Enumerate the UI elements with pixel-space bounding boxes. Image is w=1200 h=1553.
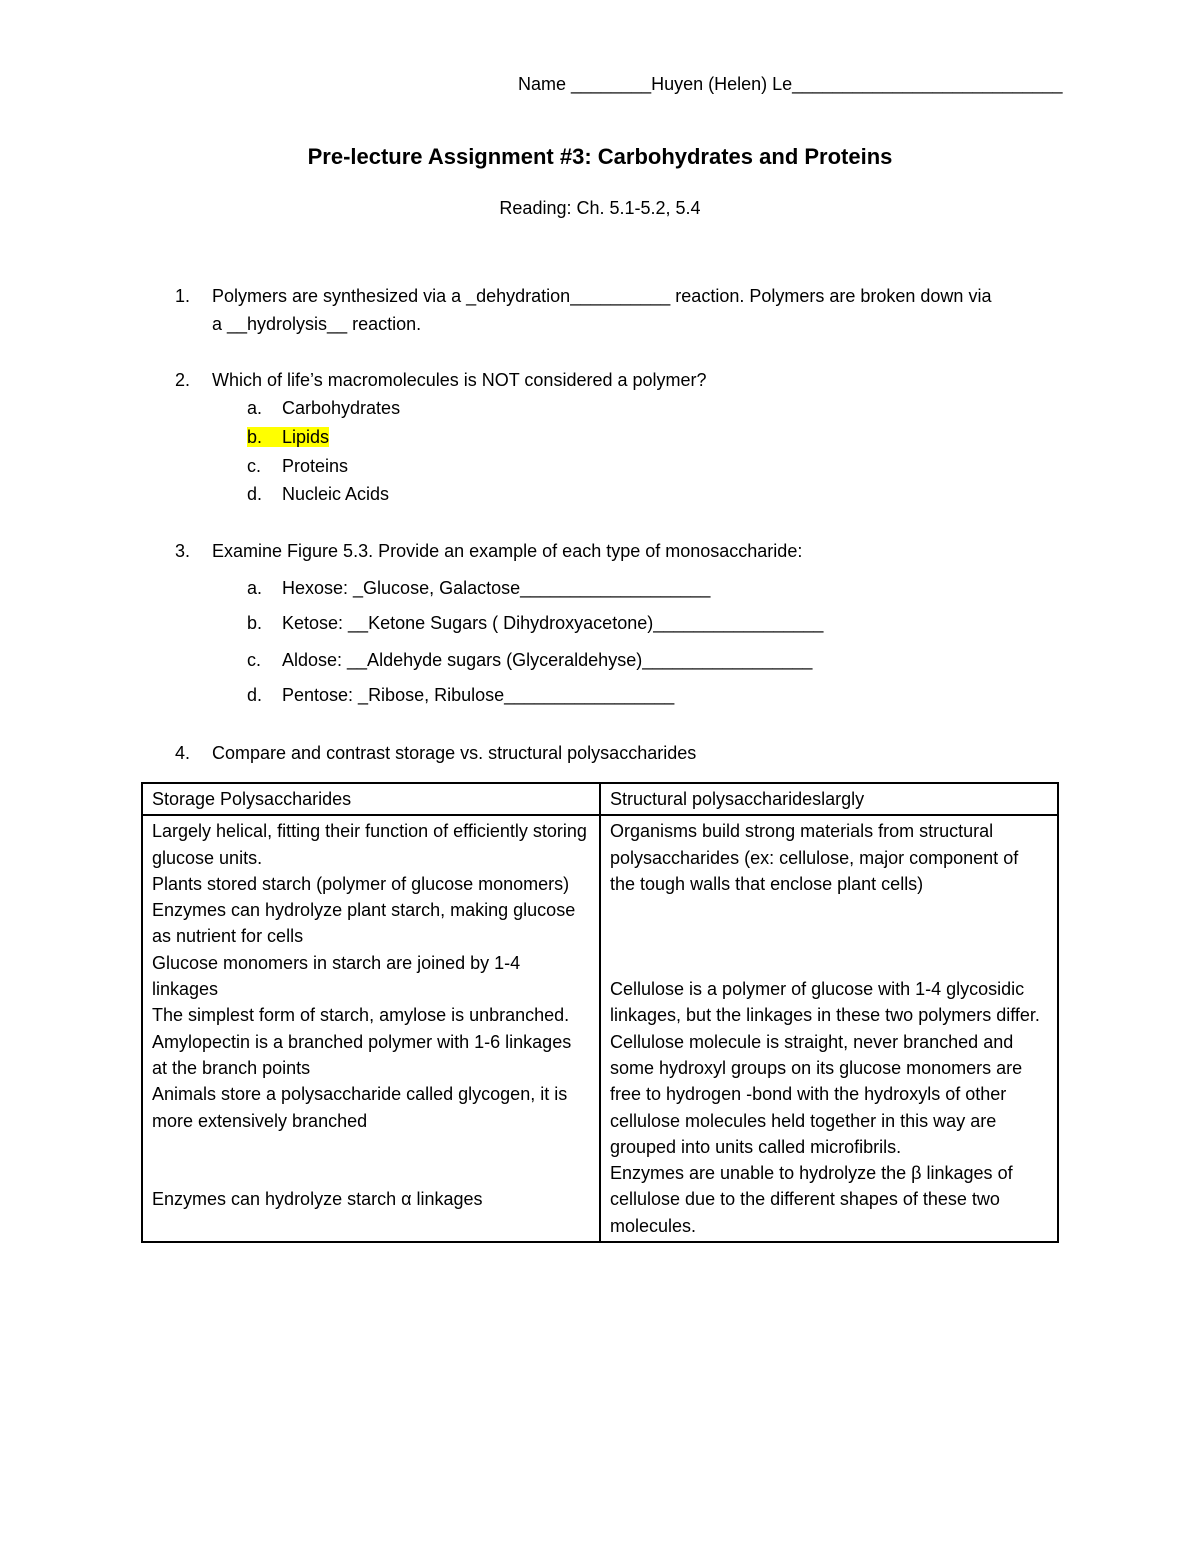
option-letter: d. bbox=[247, 685, 263, 705]
cell-paragraph: Enzymes can hydrolyze starch α linkages bbox=[152, 1189, 483, 1210]
table-header-structural: Structural polysaccharideslargly bbox=[600, 783, 1058, 815]
option-label: Aldose: __Aldehyde sugars (Glyceraldehyse)_________________ bbox=[282, 650, 813, 670]
option-letter: b. bbox=[247, 427, 263, 447]
answer-line bbox=[247, 609, 823, 637]
option-letter: a. bbox=[247, 398, 263, 418]
table-header-storage: Storage Polysaccharides bbox=[142, 783, 600, 815]
reading-assignment: Reading: Ch. 5.1-5.2, 5.4 bbox=[499, 198, 701, 218]
cell-paragraph: Plants stored starch (polymer of glucose monomers) bbox=[152, 873, 570, 894]
question-number: 4. bbox=[175, 743, 191, 763]
student-name-line: Name ________Huyen (Helen) Le___________________________ bbox=[518, 74, 1063, 94]
cell-paragraph: Glucose monomers in starch are joined by 1-4 linkages bbox=[152, 952, 521, 1000]
answer-option bbox=[247, 452, 348, 480]
structural-cell bbox=[600, 815, 1058, 1242]
cell-blank-line bbox=[152, 1160, 590, 1186]
question-text: Which of life’s macromolecules is NOT considered a polymer? bbox=[212, 370, 707, 390]
cell-paragraph: Enzymes can hydrolyze plant starch, making glucose as nutrient for cells bbox=[152, 900, 576, 947]
option-letter: b. bbox=[247, 613, 263, 633]
cell-paragraph: Organisms build strong materials from structural polysaccharides (ex: cellulose, major component of the tough walls that enclose plant cells) bbox=[610, 821, 1019, 894]
question-text bbox=[212, 282, 1072, 338]
cell-paragraph: Cellulose molecule is straight, never branched and some hydroxyl groups on its glucose monomers are free to hydrogen -bond with the hydroxyls of other cellulose molecules held together in this way are grouped into units called microfibrils. bbox=[610, 1031, 1023, 1157]
cell-paragraph: Enzymes are unable to hydrolyze the β linkages of cellulose due to the different shapes of these two molecules. bbox=[610, 1163, 1013, 1236]
option-letter: a. bbox=[247, 578, 263, 598]
answer-option bbox=[247, 394, 400, 422]
page-title: Pre-lecture Assignment #3: Carbohydrates and Proteins bbox=[307, 144, 893, 169]
answer-line bbox=[247, 681, 674, 709]
option-label: Carbohydrates bbox=[282, 398, 401, 418]
cell-paragraph: Largely helical, fitting their function of efficiently storing glucose units. bbox=[152, 821, 587, 868]
cell-blank-line bbox=[152, 1134, 590, 1160]
question-1-line-1: Polymers are synthesized via a _dehydration__________ reaction. Polymers are broken down via bbox=[212, 286, 992, 306]
table-row bbox=[142, 815, 1058, 1242]
cell-blank-line bbox=[610, 923, 1048, 949]
cell-paragraph: The simplest form of starch, amylose is unbranched. Amylopectin is a branched polymer with 1-6 linkages at the branch points bbox=[152, 1005, 572, 1078]
question-number: 3. bbox=[175, 541, 191, 561]
question-number: 2. bbox=[175, 370, 191, 390]
question-text: Examine Figure 5.3. Provide an example of each type of monosaccharide: bbox=[212, 541, 803, 561]
table-header-row bbox=[142, 783, 1058, 815]
cell-paragraph: Animals store a polysaccharide called glycogen, it is more extensively branched bbox=[152, 1084, 568, 1131]
answer-line bbox=[247, 646, 812, 674]
cell-blank-line bbox=[610, 897, 1048, 923]
option-label: Pentose: _Ribose, Ribulose_________________ bbox=[282, 685, 675, 705]
option-letter: c. bbox=[247, 456, 262, 476]
question-number: 1. bbox=[175, 286, 191, 306]
question-text: Compare and contrast storage vs. structural polysaccharides bbox=[212, 743, 697, 763]
answer-line bbox=[247, 574, 710, 602]
option-letter: c. bbox=[247, 650, 262, 670]
question-1-line-2: a __hydrolysis__ reaction. bbox=[212, 314, 422, 334]
option-label: Hexose: _Glucose, Galactose___________________ bbox=[282, 578, 711, 598]
cell-blank-line bbox=[610, 950, 1048, 976]
answer-option bbox=[247, 480, 389, 508]
comparison-table bbox=[141, 782, 1059, 1243]
option-label: Ketose: __Ketone Sugars ( Dihydroxyacetone)_________________ bbox=[282, 613, 824, 633]
option-label: Nucleic Acids bbox=[282, 484, 390, 504]
option-letter: d. bbox=[247, 484, 263, 504]
cell-paragraph: Cellulose is a polymer of glucose with 1-4 glycosidic linkages, but the linkages in these two polymers differ. bbox=[610, 979, 1040, 1026]
option-label: Lipids bbox=[282, 427, 330, 447]
answer-option-selected bbox=[247, 423, 329, 451]
storage-cell bbox=[142, 815, 600, 1242]
option-label: Proteins bbox=[282, 456, 349, 476]
